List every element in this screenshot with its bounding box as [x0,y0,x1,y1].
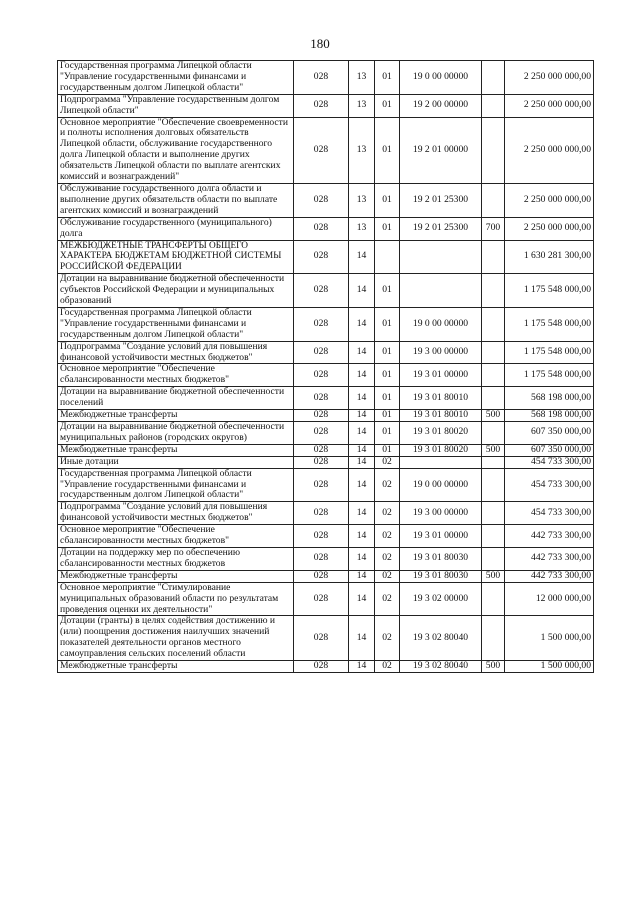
ministry-code-cell: 028 [294,582,349,616]
row-name-cell: Дотации на поддержку мер по обеспечению сбалансированности местных бюджетов [58,547,294,570]
row-name-cell: Межбюджетные трансферты [58,661,294,673]
target-code-cell: 19 3 00 00000 [400,341,482,364]
expense-type-cell [482,582,505,616]
expense-type-cell [482,502,505,525]
expense-type-cell [482,364,505,387]
section-code-cell: 14 [349,456,375,468]
section-code-cell: 14 [349,422,375,445]
target-code-cell: 19 2 01 25300 [400,217,482,240]
target-code-cell: 19 3 01 80020 [400,422,482,445]
ministry-code-cell: 028 [294,364,349,387]
amount-cell: 442 733 300,00 [505,525,594,548]
row-name-cell: Подпрограмма "Создание условий для повышения финансовой устойчивости местных бюджетов" [58,502,294,525]
amount-cell: 454 733 300,00 [505,502,594,525]
section-code-cell: 14 [349,547,375,570]
table-row [58,217,594,240]
section-code-cell: 14 [349,502,375,525]
subsection-code-cell: 01 [375,217,400,240]
subsection-code-cell: 01 [375,274,400,308]
target-code-cell: 19 2 00 00000 [400,94,482,117]
ministry-code-cell: 028 [294,240,349,274]
target-code-cell: 19 3 01 00000 [400,364,482,387]
target-code-cell: 19 3 01 80030 [400,547,482,570]
ministry-code-cell: 028 [294,94,349,117]
target-code-cell [400,456,482,468]
table-row [58,582,594,616]
subsection-code-cell: 02 [375,547,400,570]
row-name-cell: Государственная программа Липецкой области "Управление государственными финансами и государственным долгом Липецкой области" [58,468,294,502]
section-code-cell: 13 [349,217,375,240]
row-name-cell: Подпрограмма "Создание условий для повышения финансовой устойчивости местных бюджетов" [58,341,294,364]
table-row [58,616,594,661]
target-code-cell: 19 3 02 00000 [400,582,482,616]
target-code-cell: 19 0 00 00000 [400,307,482,341]
ministry-code-cell: 028 [294,444,349,456]
expense-type-cell [482,274,505,308]
expense-type-cell: 700 [482,217,505,240]
expense-type-cell [482,117,505,183]
amount-cell: 1 175 548 000,00 [505,274,594,308]
section-code-cell: 14 [349,444,375,456]
subsection-code-cell: 01 [375,61,400,95]
expense-type-cell [482,307,505,341]
amount-cell: 1 500 000,00 [505,616,594,661]
ministry-code-cell: 028 [294,217,349,240]
ministry-code-cell: 028 [294,307,349,341]
subsection-code-cell: 02 [375,456,400,468]
section-code-cell: 14 [349,468,375,502]
row-name-cell: Обслуживание государственного долга области и выполнение других обязательств области по выплате агентских комиссий и вознаграждений [58,183,294,217]
ministry-code-cell: 028 [294,341,349,364]
subsection-code-cell: 02 [375,502,400,525]
row-name-cell: МЕЖБЮДЖЕТНЫЕ ТРАНСФЕРТЫ ОБЩЕГО ХАРАКТЕРА БЮДЖЕТАМ БЮДЖЕТНОЙ СИСТЕМЫ РОССИЙСКОЙ ФЕДЕРАЦИИ [58,240,294,274]
amount-cell: 2 250 000 000,00 [505,61,594,95]
expense-type-cell [482,547,505,570]
amount-cell: 1 175 548 000,00 [505,341,594,364]
table-row [58,94,594,117]
target-code-cell: 19 0 00 00000 [400,61,482,95]
amount-cell: 442 733 300,00 [505,570,594,582]
table-row [58,570,594,582]
amount-cell: 442 733 300,00 [505,547,594,570]
amount-cell: 2 250 000 000,00 [505,217,594,240]
row-name-cell: Иные дотации [58,456,294,468]
section-code-cell: 13 [349,94,375,117]
table-row [58,661,594,673]
table-row [58,547,594,570]
row-name-cell: Основное мероприятие "Стимулирование муниципальных образований области по результатам проведения оценки их деятельности" [58,582,294,616]
expense-type-cell [482,61,505,95]
subsection-code-cell: 01 [375,307,400,341]
amount-cell: 568 198 000,00 [505,387,594,410]
subsection-code-cell: 02 [375,582,400,616]
section-code-cell: 14 [349,570,375,582]
ministry-code-cell: 028 [294,422,349,445]
table-row [58,456,594,468]
ministry-code-cell: 028 [294,661,349,673]
amount-cell: 607 350 000,00 [505,444,594,456]
section-code-cell: 14 [349,616,375,661]
target-code-cell: 19 2 01 00000 [400,117,482,183]
table-row [58,240,594,274]
amount-cell: 1 175 548 000,00 [505,307,594,341]
section-code-cell: 14 [349,387,375,410]
expense-type-cell [482,387,505,410]
section-code-cell: 13 [349,61,375,95]
target-code-cell: 19 3 01 80010 [400,410,482,422]
row-name-cell: Государственная программа Липецкой области "Управление государственными финансами и государственным долгом Липецкой области" [58,307,294,341]
target-code-cell: 19 3 02 80040 [400,661,482,673]
amount-cell: 2 250 000 000,00 [505,117,594,183]
amount-cell: 2 250 000 000,00 [505,94,594,117]
ministry-code-cell: 028 [294,616,349,661]
subsection-code-cell: 01 [375,422,400,445]
target-code-cell [400,274,482,308]
amount-cell: 1 630 281 300,00 [505,240,594,274]
table-row [58,341,594,364]
target-code-cell: 19 2 01 25300 [400,183,482,217]
row-name-cell: Межбюджетные трансферты [58,410,294,422]
section-code-cell: 13 [349,117,375,183]
table-row [58,364,594,387]
row-name-cell: Дотации на выравнивание бюджетной обеспеченности муниципальных районов (городских округов) [58,422,294,445]
expense-type-cell [482,525,505,548]
section-code-cell: 14 [349,525,375,548]
subsection-code-cell: 02 [375,525,400,548]
page-number: 180 [310,36,330,51]
expense-type-cell [482,468,505,502]
subsection-code-cell: 01 [375,387,400,410]
section-code-cell: 14 [349,240,375,274]
subsection-code-cell: 01 [375,444,400,456]
subsection-code-cell: 01 [375,341,400,364]
subsection-code-cell: 01 [375,117,400,183]
expense-type-cell [482,183,505,217]
row-name-cell: Дотации (гранты) в целях содействия достижению и (или) поощрения достижения наилучших значений показателей деятельности органов местного самоуправления сельских поселений области [58,616,294,661]
section-code-cell: 14 [349,274,375,308]
row-name-cell: Государственная программа Липецкой области "Управление государственными финансами и государственным долгом Липецкой области" [58,61,294,95]
target-code-cell: 19 3 02 80040 [400,616,482,661]
expense-type-cell [482,94,505,117]
ministry-code-cell: 028 [294,387,349,410]
amount-cell: 12 000 000,00 [505,582,594,616]
row-name-cell: Дотации на выравнивание бюджетной обеспеченности субъектов Российской Федерации и муниципальных образований [58,274,294,308]
ministry-code-cell: 028 [294,117,349,183]
ministry-code-cell: 028 [294,456,349,468]
target-code-cell: 19 3 00 00000 [400,502,482,525]
target-code-cell: 19 3 01 00000 [400,525,482,548]
row-name-cell: Основное мероприятие "Обеспечение сбалансированности местных бюджетов" [58,525,294,548]
ministry-code-cell: 028 [294,274,349,308]
subsection-code-cell: 02 [375,661,400,673]
expense-type-cell [482,456,505,468]
table-row [58,61,594,95]
subsection-code-cell: 02 [375,468,400,502]
expense-type-cell: 500 [482,444,505,456]
budget-table [57,60,594,673]
budget-table-body [58,61,594,673]
amount-cell: 607 350 000,00 [505,422,594,445]
target-code-cell [400,240,482,274]
section-code-cell: 14 [349,341,375,364]
target-code-cell: 19 3 01 80030 [400,570,482,582]
expense-type-cell [482,240,505,274]
row-name-cell: Дотации на выравнивание бюджетной обеспеченности поселений [58,387,294,410]
amount-cell: 2 250 000 000,00 [505,183,594,217]
ministry-code-cell: 028 [294,468,349,502]
subsection-code-cell: 01 [375,410,400,422]
subsection-code-cell: 01 [375,364,400,387]
subsection-code-cell: 01 [375,94,400,117]
amount-cell: 454 733 300,00 [505,468,594,502]
ministry-code-cell: 028 [294,61,349,95]
table-row [58,502,594,525]
table-row [58,468,594,502]
table-row [58,183,594,217]
section-code-cell: 14 [349,661,375,673]
ministry-code-cell: 028 [294,570,349,582]
section-code-cell: 14 [349,307,375,341]
table-row [58,274,594,308]
row-name-cell: Межбюджетные трансферты [58,570,294,582]
ministry-code-cell: 028 [294,183,349,217]
table-row [58,525,594,548]
subsection-code-cell [375,240,400,274]
subsection-code-cell: 02 [375,616,400,661]
expense-type-cell [482,616,505,661]
subsection-code-cell: 02 [375,570,400,582]
table-row [58,444,594,456]
section-code-cell: 14 [349,582,375,616]
section-code-cell: 14 [349,364,375,387]
table-row [58,307,594,341]
row-name-cell: Подпрограмма "Управление государственным долгом Липецкой области" [58,94,294,117]
table-row [58,422,594,445]
amount-cell: 1 175 548 000,00 [505,364,594,387]
subsection-code-cell: 01 [375,183,400,217]
amount-cell: 454 733 300,00 [505,456,594,468]
table-row [58,410,594,422]
target-code-cell: 19 3 01 80020 [400,444,482,456]
ministry-code-cell: 028 [294,547,349,570]
expense-type-cell: 500 [482,410,505,422]
amount-cell: 1 500 000,00 [505,661,594,673]
ministry-code-cell: 028 [294,525,349,548]
table-row [58,117,594,183]
section-code-cell: 13 [349,183,375,217]
expense-type-cell: 500 [482,661,505,673]
target-code-cell: 19 3 01 80010 [400,387,482,410]
row-name-cell: Основное мероприятие "Обеспечение сбалансированности местных бюджетов" [58,364,294,387]
target-code-cell: 19 0 00 00000 [400,468,482,502]
row-name-cell: Обслуживание государственного (муниципального) долга [58,217,294,240]
ministry-code-cell: 028 [294,502,349,525]
table-row [58,387,594,410]
expense-type-cell [482,341,505,364]
expense-type-cell [482,422,505,445]
amount-cell: 568 198 000,00 [505,410,594,422]
section-code-cell: 14 [349,410,375,422]
expense-type-cell: 500 [482,570,505,582]
row-name-cell: Основное мероприятие "Обеспечение своевременности и полноты исполнения долговых обязательств Липецкой области, обслуживание государственного долга Липецкой области и выполнение других обязательств Липецкой области по выплате агентских комиссий и вознаграждений" [58,117,294,183]
row-name-cell: Межбюджетные трансферты [58,444,294,456]
ministry-code-cell: 028 [294,410,349,422]
